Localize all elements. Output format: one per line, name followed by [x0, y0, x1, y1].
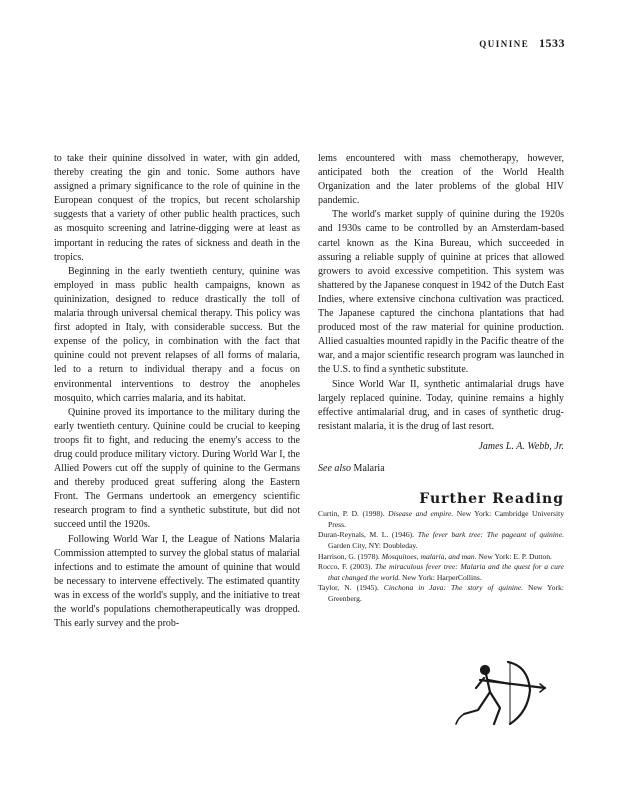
- reference-author: Duran-Reynals, M. L. (1946).: [318, 530, 418, 540]
- paragraph: Since World War II, synthetic antimalarial drugs have largely replaced quinine. Today, quinine remains a highly effective antimalarial drug, and in cases of synthetic drug-resistant malaria, it is the drug of last resort.: [318, 378, 564, 432]
- paragraph: lems encountered with mass chemotherapy, however, anticipated both the creation of the World Health Organization and the later problems of the global HIV pandemic.: [318, 153, 564, 207]
- see-also: [318, 462, 564, 476]
- running-head-word: QUININE: [479, 39, 530, 49]
- paragraph: Beginning in the early twentieth century, quinine was employed in mass public health campaigns, known as quininization, designed to reduce drastically the toll of malaria through universal chemical therapy. This policy was first adopted in Italy, with considerable success. But the expense of the policy, in combination with the fact that quinine could not prevent relapses of all forms of malaria, led to a return to individual therapy and a focus on environmental interventions to destroy the anopheles mosquito, which carries malaria, and its habitat.: [54, 265, 300, 404]
- paragraph: The world's market supply of quinine during the 1920s and 1930s came to be controlled by an Amsterdam-based cartel known as the Kina Bureau, which succeeded in assuring a reliable supply of quinine at prices that allowed growers to avoid excessive competition. This system was shattered by the Japanese conquest in 1942 of the Dutch East Indies, where extensive cinchona cultivation was practiced. The Japanese captured the cinchona plantations that had produced most of the raw material for quinine production. Allied casualties mounted rapidly in the Pacific theatre of the war, and a major scientific research program was launched in the U.S. to find a synthetic substitute.: [318, 209, 564, 376]
- reference-title: Disease and empire.: [388, 509, 454, 519]
- reference-publisher: New York: HarperCollins.: [400, 572, 482, 582]
- see-also-link[interactable]: Malaria: [353, 462, 385, 474]
- reference-title: Cinchona in Java: The story of quinine.: [383, 583, 524, 593]
- reference-publisher: New York: E. P. Dutton.: [476, 551, 552, 561]
- reference-author: Harrison, G. (1978).: [318, 551, 382, 561]
- paragraph: Quinine proved its importance to the military during the early twentieth century. Quinine could be crucial to keeping troops fit to fight, and reducing the enemy's access to the drug could produce military victory. During World War I, the Allied Powers cut off the supply of quinine to the Germans and thereby produced great suffering along the Eastern Front. The Germans undertook an emergency scientific research program to find a synthetic substitute, but did not succeed until the 1920s.: [54, 406, 300, 531]
- reference-title: Mosquitoes, malaria, and man.: [381, 551, 477, 561]
- reference-item: [318, 509, 564, 530]
- right-column: [318, 152, 564, 605]
- reference-publisher: New York: Cambridge University Press.: [328, 509, 564, 529]
- reference-author: Curtin, P. D. (1998).: [318, 509, 389, 519]
- reference-item: [318, 562, 564, 583]
- reference-item: [318, 530, 564, 551]
- reference-author: Rocco, F. (2003).: [318, 562, 375, 572]
- reference-title: The miraculous fever tree: Malaria and the quest for a cure that changed the world.: [328, 562, 564, 582]
- see-also-label: See also: [318, 462, 352, 474]
- author-signature: James L. A. Webb, Jr.: [478, 440, 564, 452]
- reference-publisher: Garden City, NY: Doubleday.: [328, 540, 418, 550]
- reference-publisher: New York: Greenberg.: [328, 583, 565, 603]
- reference-item: [318, 583, 564, 604]
- paragraph: Following World War I, the League of Nations Malaria Commission attempted to survey the global status of malarial infections and to estimate the amount of quinine that would be necessary to intervene effectively. The estimated quantity was in excess of the world's supply, and the initiative to treat the world's populations chemotherapeutically was dropped. This early survey and the prob-: [54, 533, 300, 630]
- further-reading-heading: Further Reading: [419, 491, 564, 508]
- reference-item: [318, 552, 564, 563]
- reference-list: [318, 509, 564, 604]
- left-column: [54, 152, 300, 631]
- paragraph: to take their quinine dissolved in water, with gin added, thereby creating the gin and tonic. Some authors have assigned a primary significance to the role of quinine in the European conquest of the tropics, but recent scholarship suggests that a variety of other public health practices, such as mosquito screening and latrine-digging were at least as important in reducing the rates of sickness and death in the tropics.: [54, 153, 300, 263]
- running-head: [479, 36, 565, 51]
- reference-title: The fever bark tree: The pageant of quinine.: [417, 530, 564, 540]
- page-number: 1533: [539, 36, 565, 50]
- archer-petroglyph-icon: [450, 652, 570, 732]
- reference-author: Taylor, N. (1945).: [318, 583, 384, 593]
